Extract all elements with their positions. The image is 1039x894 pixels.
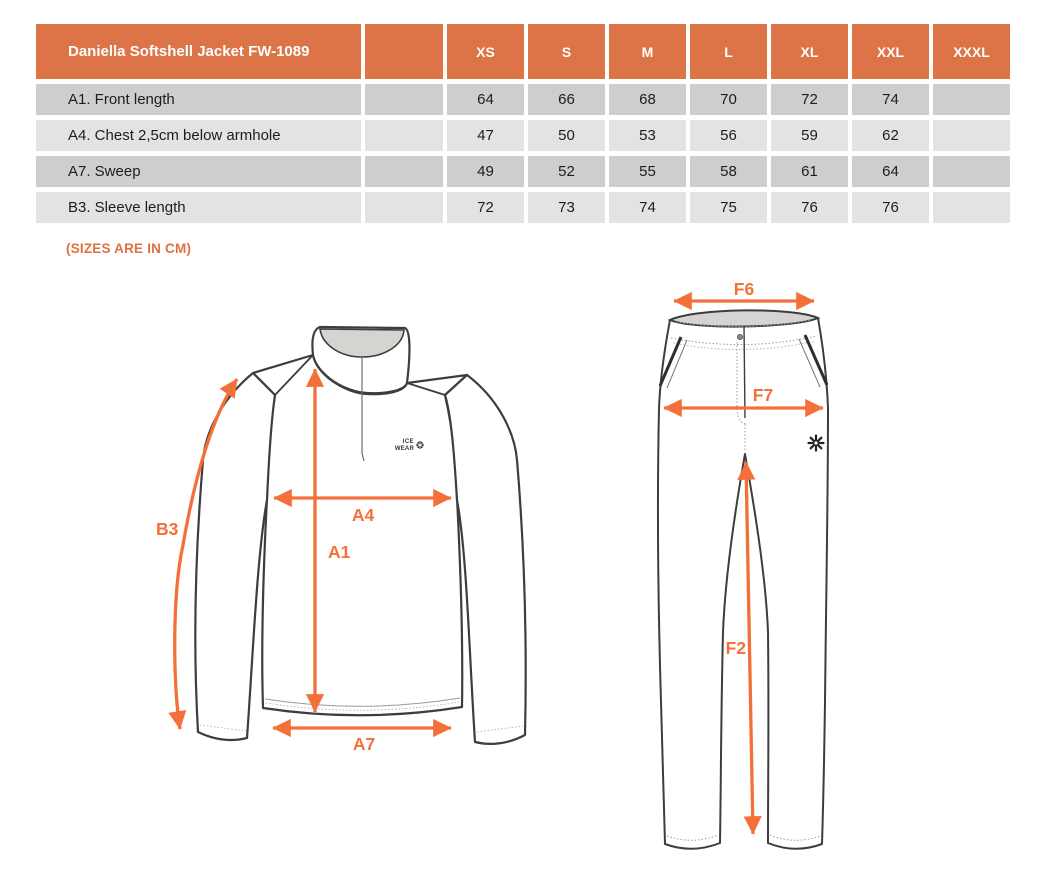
table-header-blank-cell bbox=[365, 24, 443, 79]
icewear-logo-line1: ICE bbox=[402, 439, 414, 445]
value-cell: 58 bbox=[690, 156, 767, 187]
pants-f6-label: F6 bbox=[733, 282, 755, 299]
row-blank-cell bbox=[365, 192, 443, 223]
size-header-m: M bbox=[609, 24, 686, 79]
value-cell: 66 bbox=[528, 84, 605, 115]
value-cell: 50 bbox=[528, 120, 605, 151]
pants-center-seam bbox=[744, 326, 745, 418]
value-cell bbox=[933, 84, 1010, 115]
size-header-l: L bbox=[690, 24, 767, 79]
value-cell: 76 bbox=[771, 192, 848, 223]
size-header-xl: XL bbox=[771, 24, 848, 79]
pants-f7-label: F7 bbox=[752, 385, 774, 405]
size-header-s: S bbox=[528, 24, 605, 79]
value-cell bbox=[933, 192, 1010, 223]
sizes-note: (SIZES ARE IN CM) bbox=[66, 241, 192, 256]
value-cell: 70 bbox=[690, 84, 767, 115]
row-label-a4: A4. Chest 2,5cm below armhole bbox=[36, 120, 361, 151]
pants-button bbox=[737, 334, 742, 339]
value-cell: 62 bbox=[852, 120, 929, 151]
value-cell: 64 bbox=[447, 84, 524, 115]
jacket-diagram bbox=[145, 295, 585, 775]
table-title-cell: Daniella Softshell Jacket FW-1089 bbox=[36, 24, 361, 79]
value-cell: 59 bbox=[771, 120, 848, 151]
value-cell: 72 bbox=[771, 84, 848, 115]
value-cell: 73 bbox=[528, 192, 605, 223]
size-chart-table bbox=[36, 24, 1010, 223]
size-header-xs: XS bbox=[447, 24, 524, 79]
value-cell: 74 bbox=[609, 192, 686, 223]
jacket-a1-label: A1 bbox=[328, 542, 351, 562]
snowflake-icon bbox=[416, 441, 423, 448]
pants-f2-label: F2 bbox=[725, 638, 746, 658]
value-cell: 61 bbox=[771, 156, 848, 187]
value-cell: 72 bbox=[447, 192, 524, 223]
size-header-xxxl: XXXL bbox=[933, 24, 1010, 79]
value-cell: 74 bbox=[852, 84, 929, 115]
value-cell bbox=[933, 120, 1010, 151]
row-blank-cell bbox=[365, 156, 443, 187]
pants-outline bbox=[658, 311, 828, 849]
value-cell: 76 bbox=[852, 192, 929, 223]
size-header-xxl: XXL bbox=[852, 24, 929, 79]
value-cell: 52 bbox=[528, 156, 605, 187]
jacket-a7-label: A7 bbox=[352, 734, 376, 754]
row-label-b3: B3. Sleeve length bbox=[36, 192, 361, 223]
value-cell: 68 bbox=[609, 84, 686, 115]
row-blank-cell bbox=[365, 120, 443, 151]
value-cell: 64 bbox=[852, 156, 929, 187]
value-cell: 49 bbox=[447, 156, 524, 187]
jacket-b3-label: B3 bbox=[156, 519, 179, 539]
row-label-a7: A7. Sweep bbox=[36, 156, 361, 187]
value-cell: 55 bbox=[609, 156, 686, 187]
jacket-a4-label: A4 bbox=[351, 505, 375, 525]
pants-diagram bbox=[630, 282, 870, 882]
icewear-logo-line2: WEAR bbox=[394, 446, 414, 452]
value-cell: 56 bbox=[690, 120, 767, 151]
row-blank-cell bbox=[365, 84, 443, 115]
value-cell: 75 bbox=[690, 192, 767, 223]
value-cell bbox=[933, 156, 1010, 187]
jacket-body-outline bbox=[253, 355, 467, 715]
row-label-a1: A1. Front length bbox=[36, 84, 361, 115]
snowflake-icon bbox=[809, 436, 824, 451]
pants-f2-arrow bbox=[746, 462, 753, 834]
value-cell: 47 bbox=[447, 120, 524, 151]
value-cell: 53 bbox=[609, 120, 686, 151]
